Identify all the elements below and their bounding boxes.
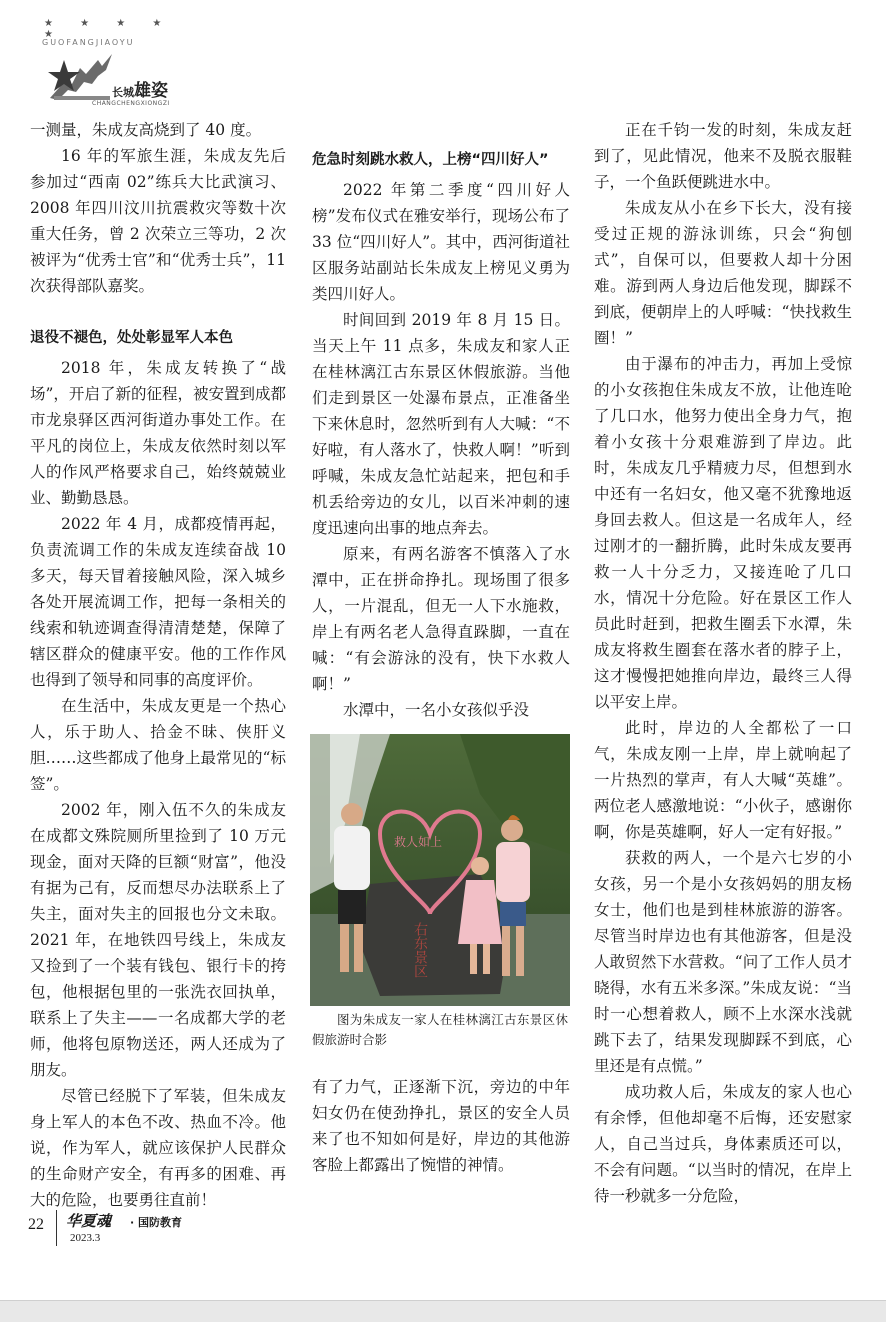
paragraph: 一测量，朱成友高烧到了 40 度。 [30,121,262,139]
issue-date: 2023.3 [70,1232,101,1244]
paragraph: 2002 年，刚入伍不久的朱成友在成都文殊院厕所里捡到了 10 万元现金，面对天降的巨额“财富”，他没有据为己有，反而想尽办法联系上了失主，面对失主的回报也分文未取。2021 年，在地铁四号线上，朱成友又捡到了一个装有钱包、银行卡的挎包，他根据包里的一张洗衣回执单，联系上了失主——一名成都大学的老师，他将包原物送还，两人还成为了朋友。 [30,801,286,1079]
column-3 [594,117,852,1209]
magazine-brand: 华夏魂 [66,1212,112,1230]
stars-decoration: ★ ★ ★ ★ ★ [44,18,174,40]
magazine-section: · 国防教育 [130,1216,183,1229]
masthead [40,18,200,108]
family-photo-illustration [310,734,570,1006]
paragraph: 2022 年第二季度“四川好人榜”发布仪式在雅安举行，现场公布了 33 位“四川好人”。其中，西河街道社区服务站副站长朱成友上榜见义勇为类四川好人。 [312,181,570,303]
section-title [112,76,168,101]
column-1 [30,117,286,1213]
section-pinyin: CHANGCHENGXIONGZI [92,100,170,107]
column-2-continued [312,1074,570,1178]
paragraph: 获救的两人，一个是六七岁的小女孩，另一个是小女孩妈妈的朋友杨女士，他们也是到桂林旅游的游客。尽管当时岸边也有其他游客，但是没人敢贸然下水营救。“问了工作人员才晓得，水有五米多深。”朱成友说：“当时一心想着救人，顾不上水深水浅就跳下去了，结果发现脚踩不到底，心里还是有点慌。” [594,849,852,1075]
paragraph: 朱成友从小在乡下长大，没有接受过正规的游泳训练，只会“狗刨式”，自保可以，但要救人却十分困难。游到两人身边后他发现，脚踩不到底，便朝岸上的人呼喊：“快找救生圈！” [594,199,852,347]
section-heading: 退役不褪色，处处彰显军人本色 [30,330,233,346]
paragraph: 原来，有两名游客不慎落入了水潭中，正在拼命挣扎。现场围了很多人，一片混乱，但无一人下水施救，岸上有两名老人急得直跺脚，一直在喊：“有会游泳的没有，快下水救人啊！” [312,545,570,693]
stone-inscription: 右东景区 [412,922,428,978]
photo-banner-text: 救人如上 [394,835,443,849]
section-title-small: 长城 [112,86,134,99]
section-heading: 危急时刻跳水救人，上榜“四川好人” [312,152,549,168]
footer-divider [56,1210,57,1246]
great-wall-logo-icon [46,50,116,104]
paragraph: 成功救人后，朱成友的家人也心有余悸，但他却毫不后悔，还安慰家人，自己当过兵，身体素质还可以，不会有问题。“以当时的情况，在岸上待一秒就多一分危险， [594,1083,852,1205]
paragraph: 在生活中，朱成友更是一个热心人，乐于助人、拾金不昧、侠肝义胆……这些都成了他身上最常见的“标签”。 [30,697,286,793]
masthead-pinyin: GUOFANGJIAOYU [42,38,135,47]
section-title-big: 雄姿 [134,81,168,101]
paragraph: 2022 年 4 月，成都疫情再起，负责流调工作的朱成友连续奋战 10 多天，每天冒着接触风险，深入城乡各处开展流调工作，把每一条相关的线索和轨迹调查得清清楚楚，保障了辖区群众的健康平安。他的工作作风也得到了领导和同事的高度评价。 [30,515,286,689]
paragraph: 时间回到 2019 年 8 月 15 日。当天上午 11 点多，朱成友和家人正在桂林漓江古东景区休假旅游。当他们走到景区一处瀑布景点，正准备坐下来休息时，忽然听到有人大喊：“不好啦，有人落水了，快救人啊！”听到呼喊，朱成友急忙站起来，把包和手机丢给旁边的女儿，以百米冲刺的速度迅速向出事的地点奔去。 [312,311,570,537]
column-2 [312,147,570,723]
paragraph: 此时，岸边的人全都松了一口气，朱成友刚一上岸，岸上就响起了一片热烈的掌声，有人大喊“英雄”。两位老人感激地说：“小伙子，感谢你啊，你是英雄啊，好人一定有好报。” [594,719,852,841]
paragraph: 2018 年，朱成友转换了“战场”，开启了新的征程，被安置到成都市龙泉驿区西河街道办事处工作。在平凡的岗位上，朱成友依然时刻以军人的作风严格要求自己，始终兢兢业业、勤勤恳恳。 [30,359,286,507]
family-photo [310,734,570,1006]
caption-text: 图为朱成友一家人在桂林漓江古东景区休假旅游时合影 [312,1012,568,1047]
paragraph: 16 年的军旅生涯，朱成友先后参加过“西南 02”练兵大比武演习、2008 年四川汶川抗震救灾等数十次重大任务，曾 2 次荣立三等功，2 次被评为“优秀士官”和“优秀士兵”，11 次获得部队嘉奖。 [30,147,286,295]
paragraph: 正在千钧一发的时刻，朱成友赶到了，见此情况，他来不及脱衣服鞋子，一个鱼跃便跳进水中。 [594,121,852,191]
paragraph: 水潭中，一名小女孩似乎没 [343,701,530,719]
viewer-bottom-strip [0,1300,886,1322]
paragraph: 有了力气，正逐渐下沉，旁边的中年妇女仍在使劲挣扎，景区的安全人员来了也不知如何是好，岸边的其他游客脸上都露出了惋惜的神情。 [312,1078,570,1174]
page-number: 22 [28,1216,44,1233]
paragraph: 尽管已经脱下了军装，但朱成友身上军人的本色不改、热血不冷。他说，作为军人，就应该保护人民群众的生命财产安全，有再多的困难、再大的危险，也要勇往直前！ [30,1087,286,1209]
paragraph: 由于瀑布的冲击力，再加上受惊的小女孩抱住朱成友不放，让他连呛了几口水，他努力使出全身力气，抱着小女孩十分艰难游到了岸边。此时，朱成友几乎精疲力尽，但想到水中还有一名妇女，他又毫不犹豫地返身回去救人。但这是一名成年人，经过刚才的一翻折腾，此时朱成友要再救一人十分乏力，又接连呛了几口水，情况十分危险。好在景区工作人员此时赶到，把救生圈丢下水潭，朱成友将救生圈套在落水者的脖子上，这才慢慢把她推向岸边，最终三人得以平安上岸。 [594,355,852,711]
photo-caption [312,1010,568,1050]
